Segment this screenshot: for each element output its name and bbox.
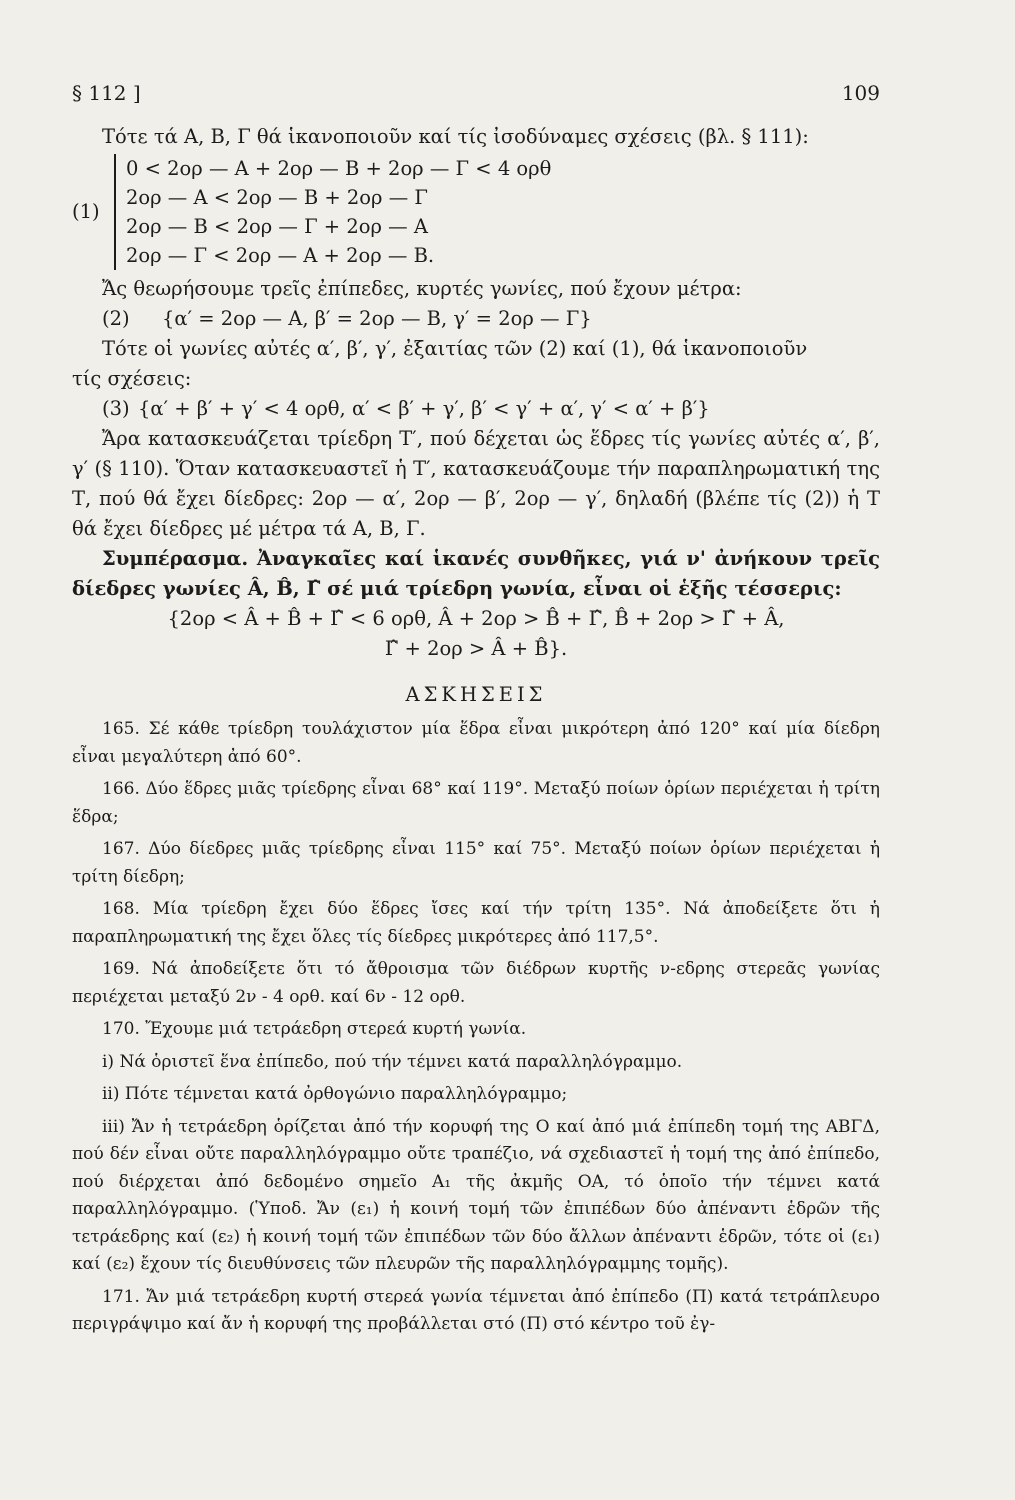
page-header <box>72 78 880 108</box>
exercise-subitem: ii) Πότε τέμνεται κατά ὀρθογώνιο παραλληλόγραμμο; <box>102 1084 568 1104</box>
equation-3 <box>72 394 880 424</box>
equation-text: {α′ + β′ + γ′ < 4 ορθ, α′ < β′ + γ′, β′ < γ′ + α′, γ′ < α′ + β′} <box>138 397 710 420</box>
equation-label: (2) <box>102 307 130 330</box>
then-text-cont: τίς σχέσεις: <box>72 367 192 390</box>
conditions-line-1: {2ορ < Â + B̂ + Γ̂ < 6 ορθ, Â + 2ορ > B̂ + Γ̂, B̂ + 2ορ > Γ̂ + Â, <box>167 607 785 630</box>
exercise-item: 169. Νά ἀποδείξετε ὅτι τό ἄθροισμα τῶν διέδρων κυρτῆς ν-εδρης στερεᾶς γωνίας περιέχεται μεταξύ 2ν - 4 ορθ. καί 6ν - 12 ορθ. <box>72 959 880 1007</box>
equation-label: (1) <box>72 200 100 223</box>
section-reference: § 112 ] <box>72 81 141 105</box>
page-number: 109 <box>841 81 880 105</box>
equation-2 <box>72 304 880 334</box>
equation-label: (3) <box>102 397 130 420</box>
exercises-heading: ΑΣΚΗΣΕΙΣ <box>405 683 547 706</box>
then-text: Τότε οἱ γωνίες αὐτές α′, β′, γ′, ἐξαιτίας τῶν (2) καί (1), θά ἱκανοποιοῦν <box>102 337 808 360</box>
exercises-list <box>72 716 880 1339</box>
system-line: 0 < 2ορ — Α + 2ορ — Β + 2ορ — Γ < 4 ορθ <box>126 157 552 180</box>
exercise-item: 170. Ἔχουμε μιά τετράεδρη στερεά κυρτή γωνία. <box>102 1019 527 1039</box>
intro-text: Τότε τά Α, Β, Γ θά ἱκανοποιοῦν καί τίς ἰσοδύναμες σχέσεις (βλ. § 111): <box>102 125 809 148</box>
book-page <box>72 78 880 1344</box>
exercise-item: 166. Δύο ἕδρες μιᾶς τρίεδρης εἶναι 68° καί 119°. Μεταξύ ποίων ὁρίων περιέχεται ἡ τρίτη ἕδρα; <box>72 779 880 827</box>
exercise-item: 165. Σέ κάθε τρίεδρη τουλάχιστον μία ἕδρα εἶναι μικρότερη ἀπό 120° καί μία δίεδρη εἶναι μεγαλύτερη ἀπό 60°. <box>72 719 880 767</box>
exercise-subitem: iii) Ἄν ἡ τετράεδρη ὁρίζεται ἀπό τήν κορυφή της Ο καί ἀπό μιά ἐπίπεδη τομή της ΑΒΓΔ, πού δέν εἶναι οὔτε παραλληλόγραμμο οὔτε τραπέζιο, νά σχεδιαστεῖ ἡ τομή της ἀπό ἐπίπεδο, πού διέρχεται ἀπό δεδομένο σημεῖο Α₁ τῆς ἀκμῆς ΟΑ, τό ὁποῖο τήν τέμνει κατά παραλληλόγραμμο. (Ὑποδ. Ἄν (ε₁) ἡ κοινή τομή τῶν ἐπιπέδων δύο ἀπέναντι ἑδρῶν τῆς τετράεδρης καί (ε₂) ἡ κοινή τομή τῶν ἐπιπέδων τῶν δύο ἄλλων ἀπέναντι ἑδρῶν, τότε οἱ (ε₁) καί (ε₂) ἔχουν τίς διευθύνσεις τῶν πλευρῶν τῆς παραλληλόγραμμης τομῆς). <box>72 1116 880 1274</box>
exercise-item: 168. Μία τρίεδρη ἔχει δύο ἕδρες ἴσες καί τήν τρίτη 135°. Νά ἀποδείξετε ὅτι ἡ παραπληρωματική της ἔχει ὅλες τίς δίεδρες μικρότερες ἀπό 117,5°. <box>72 899 880 947</box>
conditions-line-2: Γ̂ + 2ορ > Â + B̂}. <box>384 637 568 660</box>
system-lines <box>114 154 551 270</box>
system-line: 2ορ — Β < 2ορ — Γ + 2ορ — Α <box>126 215 428 238</box>
conclusion-paragraph: Συμπέρασμα. Ἀναγκαῖες καί ἱκανές συνθῆκες, γιά ν' ἀνήκουν τρεῖς δίεδρες γωνίες Â, B̂, Γ̂ σέ μιά τρίεδρη γωνία, εἶναι οἱ ἑξῆς τέσσερις: <box>72 547 880 600</box>
exercise-item: 171. Ἄν μιά τετράεδρη κυρτή στερεά γωνία τέμνεται ἀπό ἐπίπεδο (Π) κατά τετράπλευρο περιγράψιμο καί ἄν ἡ κορυφή της προβάλλεται στό (Π) στό κέντρο τοῦ ἐγ- <box>72 1286 880 1334</box>
system-line: 2ορ — Α < 2ορ — Β + 2ορ — Γ <box>126 186 428 209</box>
consider-text: Ἄς θεωρήσουμε τρεῖς ἐπίπεδες, κυρτές γωνίες, πού ἔχουν μέτρα: <box>102 277 742 300</box>
inequality-system-1 <box>72 154 880 270</box>
system-line: 2ορ — Γ < 2ορ — Α + 2ορ — Β. <box>126 244 435 267</box>
equation-text: {α′ = 2ορ — Α, β′ = 2ορ — Β, γ′ = 2ορ — Γ} <box>162 307 592 330</box>
construction-paragraph: Ἄρα κατασκευάζεται τρίεδρη Τ′, πού δέχεται ὡς ἕδρες τίς γωνίες αὐτές α′, β′, γ′ (§ 110). Ὅταν κατασκευαστεῖ ἡ Τ′, κατασκευάζουμε τήν παραπληρωματική της Τ, πού θά ἔχει δίεδρες: 2ορ — α′, 2ορ — β′, 2ορ — γ′, δηλαδή (βλέπε τίς (2)) ἡ Τ θά ἔχει δίεδρες μέ μέτρα τά Α, Β, Γ. <box>72 427 880 540</box>
exercise-subitem: i) Νά ὁριστεῖ ἕνα ἐπίπεδο, πού τήν τέμνει κατά παραλληλόγραμμο. <box>102 1051 683 1072</box>
exercise-item: 167. Δύο δίεδρες μιᾶς τρίεδρης εἶναι 115° καί 75°. Μεταξύ ποίων ὁρίων περιέχεται ἡ τρίτη δίεδρη; <box>72 839 880 887</box>
